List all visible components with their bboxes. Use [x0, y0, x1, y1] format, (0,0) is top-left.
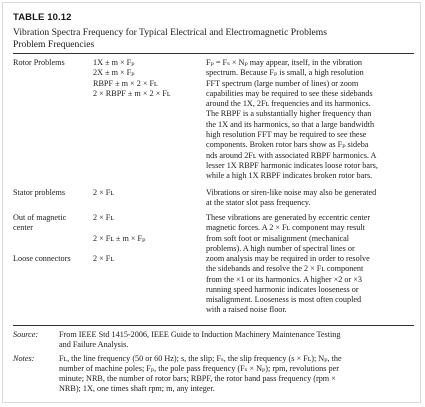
row-frequencies: 2 × Fʟ — [93, 254, 114, 263]
row-description: These vibrations are generated by eccentric center magnetic forces. A 2 × Fʟ component may result from soft foot or misalignment (mechanical problems). A high number of spectral lines or — [206, 213, 371, 253]
source-label: Source: — [13, 330, 39, 339]
row-description: Fₚ = Fₛ × Nₚ may appear, itself, in the vibration spectrum. Because Fₚ is small, a high resolution FFT spectrum (large number of lines) or zoom capabilities may be required to see these sidebands around the 1X, 2Fʟ frequencies and its harmonics. The RBPF is a substantially higher frequency than the 1X and its harmonics, so that a large bandwidth high resolution FFT may be required to see these components. Broken rotor bars show as Fₚ sideba nds around 2Fʟ with associated RBPF harmonics. A lesser 1X RBPF harmonic indicates loose rotor bars, while a high 1X RBPF indicates broken rotor bars. — [206, 58, 378, 181]
row-category: Rotor Problems — [13, 58, 65, 67]
row-frequencies: 2 × Fʟ 2 × Fʟ ± m × Fₚ — [93, 213, 146, 243]
caption-line: Vibration Spectra Frequency for Typical Electrical and Electromagnetic Problems — [13, 27, 327, 38]
table-footnotes — [13, 330, 418, 395]
notes-note — [13, 354, 418, 395]
row-category: Loose connectors — [13, 254, 71, 263]
source-note — [13, 330, 418, 351]
notes-label: Notes: — [13, 353, 35, 363]
notes-text: Fʟ, the line frequency (50 or 60 Hz); s, the slip; Fₛ, the slip frequency (s × Fʟ); Nₚ, the number of machine poles; Fₚ, the pole pass frequency (Fₛ × Nₚ); rpm, revolutions per minute; NRB, the number of rotor bars; RBPF, the rotor band pass frequency (rpm × NRB); 1X, one times shaft rpm; m, any integer. — [59, 353, 342, 394]
table-label: TABLE 10.12 — [13, 12, 72, 23]
row-frequencies: 2 × Fʟ — [93, 188, 114, 197]
row-frequencies: 1X ± m × Fₚ 2X ± m × Fₚ RBPF ± m × 2 × Fʟ 2 × RBPF ± m × 2 × Fʟ — [93, 58, 171, 98]
row-category: Stator problems — [13, 188, 66, 197]
table-top-rule — [13, 53, 414, 54]
caption-line: Problem Frequencies — [13, 38, 95, 50]
table-bottom-rule — [13, 325, 414, 326]
source-text: From IEEE Std 1415-2006, IEEE Guide to Induction Machinery Maintenance Testing and Failure Analysis. — [59, 330, 341, 350]
document-page — [2, 2, 421, 403]
row-description: Vibrations or siren-like noise may also be generated at the stator slot pass frequency. — [206, 188, 377, 208]
row-description: zoom analysis may be required in order to resolve the sidebands and resolve the 2 × Fʟ component from the ×1 or its harmonics. A higher ×2 or ×3 running speed harmonic indicates looseness or misalignment. Looseness is most often coupled with a raised noise floor. — [206, 254, 370, 315]
table-caption — [13, 27, 413, 50]
row-category: Out of magnetic center — [13, 213, 67, 233]
